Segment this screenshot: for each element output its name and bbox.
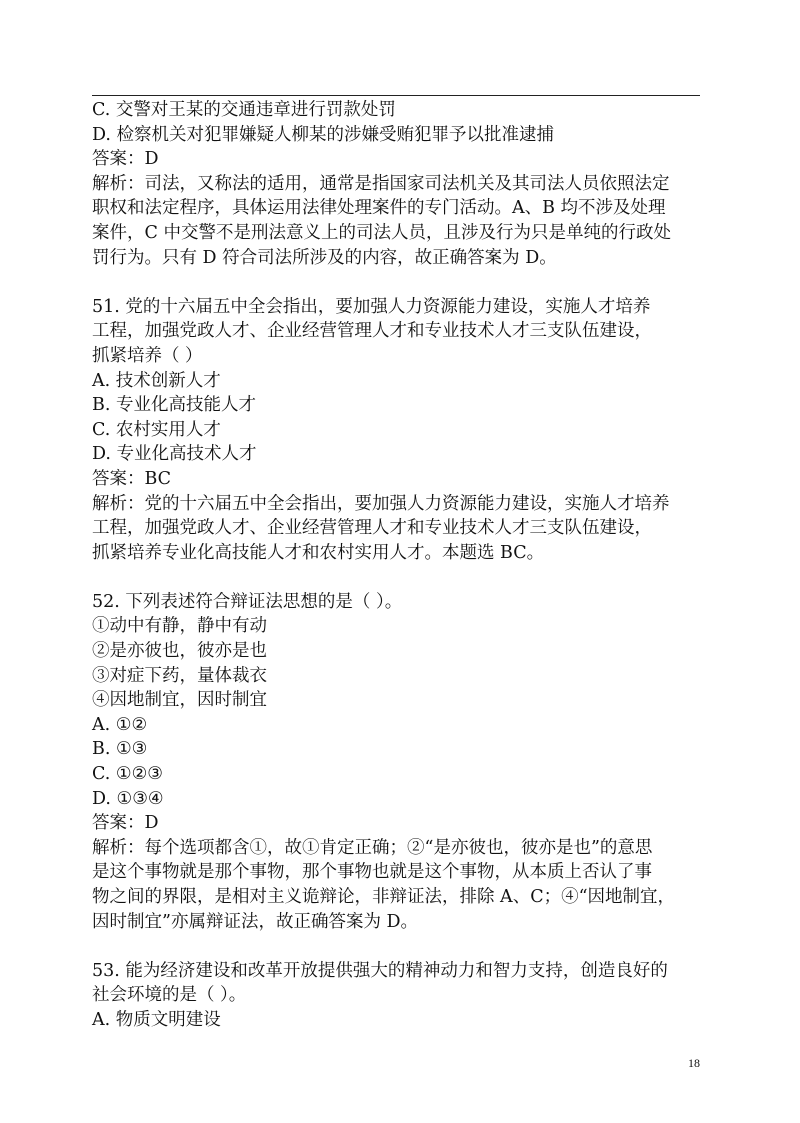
explanation-line: 案件，C 中交警不是刑法意义上的司法人员，且涉及行为只是单纯的行政处 [92, 222, 671, 243]
explanation-line: 工程，加强党政人才、企业经营管理人才和专业技术人才三支队伍建设， [92, 518, 652, 539]
question-51 [92, 295, 702, 566]
explanation-line: 解析：司法，又称法的适用，通常是指国家司法机关及其司法人员依照法定 [92, 173, 670, 194]
explanation-line: 是这个事物就是那个事物，那个事物也就是这个事物，从本质上否认了事 [92, 862, 652, 883]
q50-tail [92, 98, 702, 270]
question-stem: 53. 能为经济建设和改革开放提供强大的精神动力和智力支持，创造良好的 [92, 960, 668, 981]
explanation-line: 抓紧培养专业化高技能人才和农村实用人才。本题选 BC。 [92, 542, 545, 563]
option-c: C. ①②③ [92, 764, 163, 785]
option-d: D. ①③④ [92, 788, 164, 809]
option-a: A. ①② [92, 714, 148, 735]
spacer [92, 270, 702, 295]
question-stem: 52. 下列表述符合辩证法思想的是（ ）。 [92, 591, 403, 612]
explanation-line: 物之间的界限，是相对主义诡辩论，非辩证法，排除 A、C；④“因地制宜， [92, 887, 676, 907]
question-52 [92, 590, 702, 934]
option-d: D. 专业化高技术人才 [92, 444, 257, 465]
question-stem: 工程，加强党政人才、企业经营管理人才和专业技术人才三支队伍建设， [92, 321, 652, 342]
statement-3: ③对症下药，量体裁衣 [92, 665, 267, 686]
statement-4: ④因地制宜，因时制宜 [92, 690, 267, 711]
explanation-line: 职权和法定程序，具体运用法律处理案件的专门活动。A、B 均不涉及处理 [92, 198, 666, 219]
question-stem: 51. 党的十六届五中全会指出，要加强人力资源能力建设，实施人才培养 [92, 296, 651, 317]
statement-2: ②是亦彼也，彼亦是也 [92, 641, 267, 662]
option-a: A. 技术创新人才 [92, 370, 221, 391]
question-stem: 抓紧培养（ ） [92, 345, 203, 366]
answer: 答案：BC [92, 468, 172, 489]
explanation-line: 解析：党的十六届五中全会指出，要加强人力资源能力建设，实施人才培养 [92, 493, 670, 514]
question-stem: 社会环境的是（ ）。 [92, 985, 247, 1006]
page-content [92, 98, 702, 1033]
option-a: A. 物质文明建设 [92, 1009, 221, 1030]
answer: 答案：D [92, 813, 159, 834]
option-d: D. 检察机关对犯罪嫌疑人柳某的涉嫌受贿犯罪予以批准逮捕 [92, 124, 555, 145]
explanation-line: 罚行为。只有 D 符合司法所涉及的内容，故正确答案为 D。 [92, 247, 557, 268]
option-c: C. 农村实用人才 [92, 419, 221, 440]
spacer [92, 565, 702, 590]
question-53 [92, 959, 702, 1033]
option-b: B. ①③ [92, 739, 148, 760]
option-c: C. 交警对王某的交通违章进行罚款处罚 [92, 100, 396, 120]
option-b: B. 专业化高技能人才 [92, 395, 256, 416]
statement-1: ①动中有静，静中有动 [92, 616, 267, 637]
page-number: 18 [688, 1056, 700, 1070]
explanation-line: 解析：每个选项都含①，故①肯定正确；②“是亦彼也，彼亦是也”的意思 [92, 837, 653, 858]
answer: 答案：D [92, 149, 159, 170]
explanation-line: 因时制宜”亦属辩证法，故正确答案为 D。 [92, 911, 419, 932]
header-rule [92, 95, 700, 96]
spacer [92, 934, 702, 959]
